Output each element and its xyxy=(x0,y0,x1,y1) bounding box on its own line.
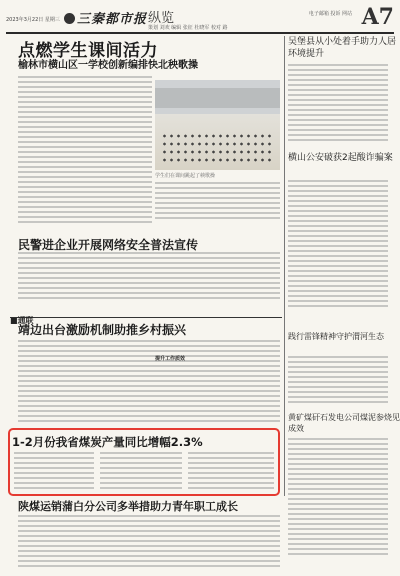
lead-body-continued xyxy=(155,182,280,222)
photo-building xyxy=(155,88,280,108)
side-headline-coal-power: 黄矿煤矸石发电公司煤泥参烧见成效 xyxy=(288,413,400,433)
issue-date: 2023年3月22日 星期三 xyxy=(6,17,60,23)
tonglian-label: ■通联 xyxy=(10,316,34,325)
lead-subheadline: 榆林市横山区一学校创新编排快北秧歌操 xyxy=(18,60,198,71)
photo-caption: 学生们在课间跳起了秧歌操 xyxy=(155,173,216,179)
coal-body-col2 xyxy=(100,452,182,492)
section-name: 纵览 xyxy=(148,11,175,26)
header-tagline: 电子邮箱 投诉 网站 xyxy=(308,11,352,17)
side-headline-wubu: 吴堡县从小处着手助力人居环境提升 xyxy=(288,37,397,59)
side-body-weihe xyxy=(288,356,388,406)
coal-body-col1 xyxy=(14,452,94,492)
coal-body-col3 xyxy=(188,452,274,492)
coal-output-headline: 1-2月份我省煤炭产量同比增幅2.3% xyxy=(12,435,203,449)
youth-headline: 陕煤运销蒲白分公司多举措助力青年职工成长 xyxy=(18,500,238,513)
lead-body-text xyxy=(18,76,152,226)
tonglian-section-bar xyxy=(10,308,282,325)
photo-students xyxy=(161,132,274,162)
jingbian-small-head: 提升工作质效 xyxy=(155,356,186,362)
logo-text: 三秦都市报 xyxy=(77,12,148,27)
police-headline: 民警进企业开展网络安全普法宣传 xyxy=(18,238,199,252)
column-divider xyxy=(284,36,285,496)
side-headline-hengshan-police: 横山公安破获2起酸诈骗案 xyxy=(288,153,393,163)
youth-body-text xyxy=(18,515,280,570)
police-body-text xyxy=(18,252,280,302)
side-body-coal-power xyxy=(288,438,388,558)
section-credits: 策划 刘欢 编辑 张征 杜晓军 校对 路 xyxy=(148,25,228,31)
page-number: A7 xyxy=(361,4,394,30)
side-headline-weihe: 践行雷锋精神守护渭河生态 xyxy=(288,332,384,341)
jingbian-headline: 靖边出台激励机制助推乡村振兴 xyxy=(18,323,187,337)
masthead xyxy=(6,4,394,34)
lead-photo xyxy=(155,80,280,170)
side-body-hengshan-police xyxy=(288,180,388,310)
jingbian-body-text xyxy=(18,340,280,425)
lead-headline: 点燃学生课间活力 xyxy=(18,41,158,61)
newspaper-logo xyxy=(64,8,147,27)
side-body-wubu xyxy=(288,64,388,144)
logo-icon xyxy=(64,13,75,24)
